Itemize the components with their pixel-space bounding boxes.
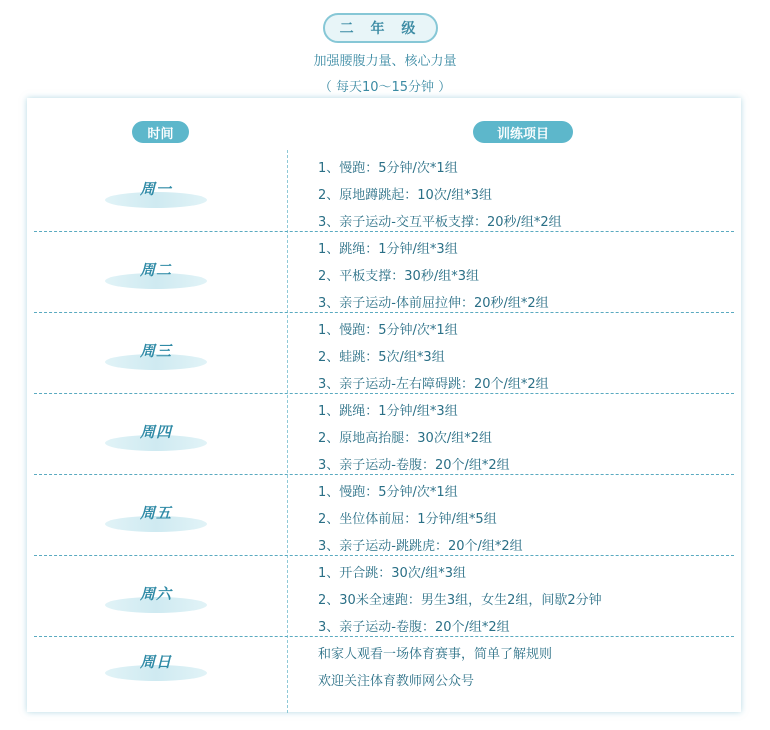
day-label-mon <box>105 178 207 208</box>
training-item: 2、原地蹲跳起：10次/组*3组 <box>318 188 492 203</box>
day-text: 周三 <box>139 342 172 360</box>
column-divider <box>287 150 288 713</box>
training-item: 3、亲子运动-卷腹：20个/组*2组 <box>318 458 510 473</box>
column-header-items: 训练项目 <box>473 121 573 143</box>
training-item: 2、平板支撑：30秒/组*3组 <box>318 269 479 284</box>
training-item: 1、跳绳：1分钟/组*3组 <box>318 404 458 419</box>
training-item: 和家人观看一场体育赛事，简单了解规则 <box>318 647 553 662</box>
training-item: 1、跳绳：1分钟/组*3组 <box>318 242 458 257</box>
row-separator <box>34 636 734 637</box>
subtitle: 加强腰腹力量、核心力量 <box>313 54 457 69</box>
training-item: 1、开合跳：30次/组*3组 <box>318 566 466 581</box>
day-text: 周一 <box>139 180 172 198</box>
training-item: 2、30米全速跑：男生3组，女生2组，间歇2分钟 <box>318 593 602 608</box>
training-item: 3、亲子运动-卷腹：20个/组*2组 <box>318 620 510 635</box>
training-item: 欢迎关注体育教师网公众号 <box>318 674 475 689</box>
training-item: 1、慢跑：5分钟/次*1组 <box>318 161 458 176</box>
row-separator <box>34 312 734 313</box>
day-label-sun <box>105 651 207 681</box>
day-text: 周日 <box>139 653 172 671</box>
row-separator <box>34 555 734 556</box>
training-item: 2、坐位体前屈：1分钟/组*5组 <box>318 512 497 527</box>
row-separator <box>34 474 734 475</box>
training-item: 3、亲子运动-跳跳虎：20个/组*2组 <box>318 539 523 554</box>
training-item: 2、原地高抬腿：30次/组*2组 <box>318 431 492 446</box>
day-label-thu <box>105 421 207 451</box>
training-item: 3、亲子运动-体前屈拉伸：20秒/组*2组 <box>318 296 549 311</box>
grade-badge: 二 年 级 <box>323 13 438 43</box>
column-header-time: 时间 <box>132 121 189 143</box>
training-item: 1、慢跑：5分钟/次*1组 <box>318 485 458 500</box>
day-text: 周二 <box>139 261 172 279</box>
day-label-tue <box>105 259 207 289</box>
row-separator <box>34 231 734 232</box>
training-item: 3、亲子运动-交互平板支撑：20秒/组*2组 <box>318 215 562 230</box>
training-item: 1、慢跑：5分钟/次*1组 <box>318 323 458 338</box>
day-label-sat <box>105 583 207 613</box>
training-item: 2、蛙跳：5次/组*3组 <box>318 350 445 365</box>
day-label-wed <box>105 340 207 370</box>
duration-note: （ 每天10～15分钟 ） <box>318 80 452 95</box>
day-text: 周六 <box>139 585 172 603</box>
row-separator <box>34 393 734 394</box>
day-text: 周五 <box>139 504 172 522</box>
training-item: 3、亲子运动-左右障碍跳：20个/组*2组 <box>318 377 549 392</box>
day-label-fri <box>105 502 207 532</box>
day-text: 周四 <box>139 423 172 441</box>
